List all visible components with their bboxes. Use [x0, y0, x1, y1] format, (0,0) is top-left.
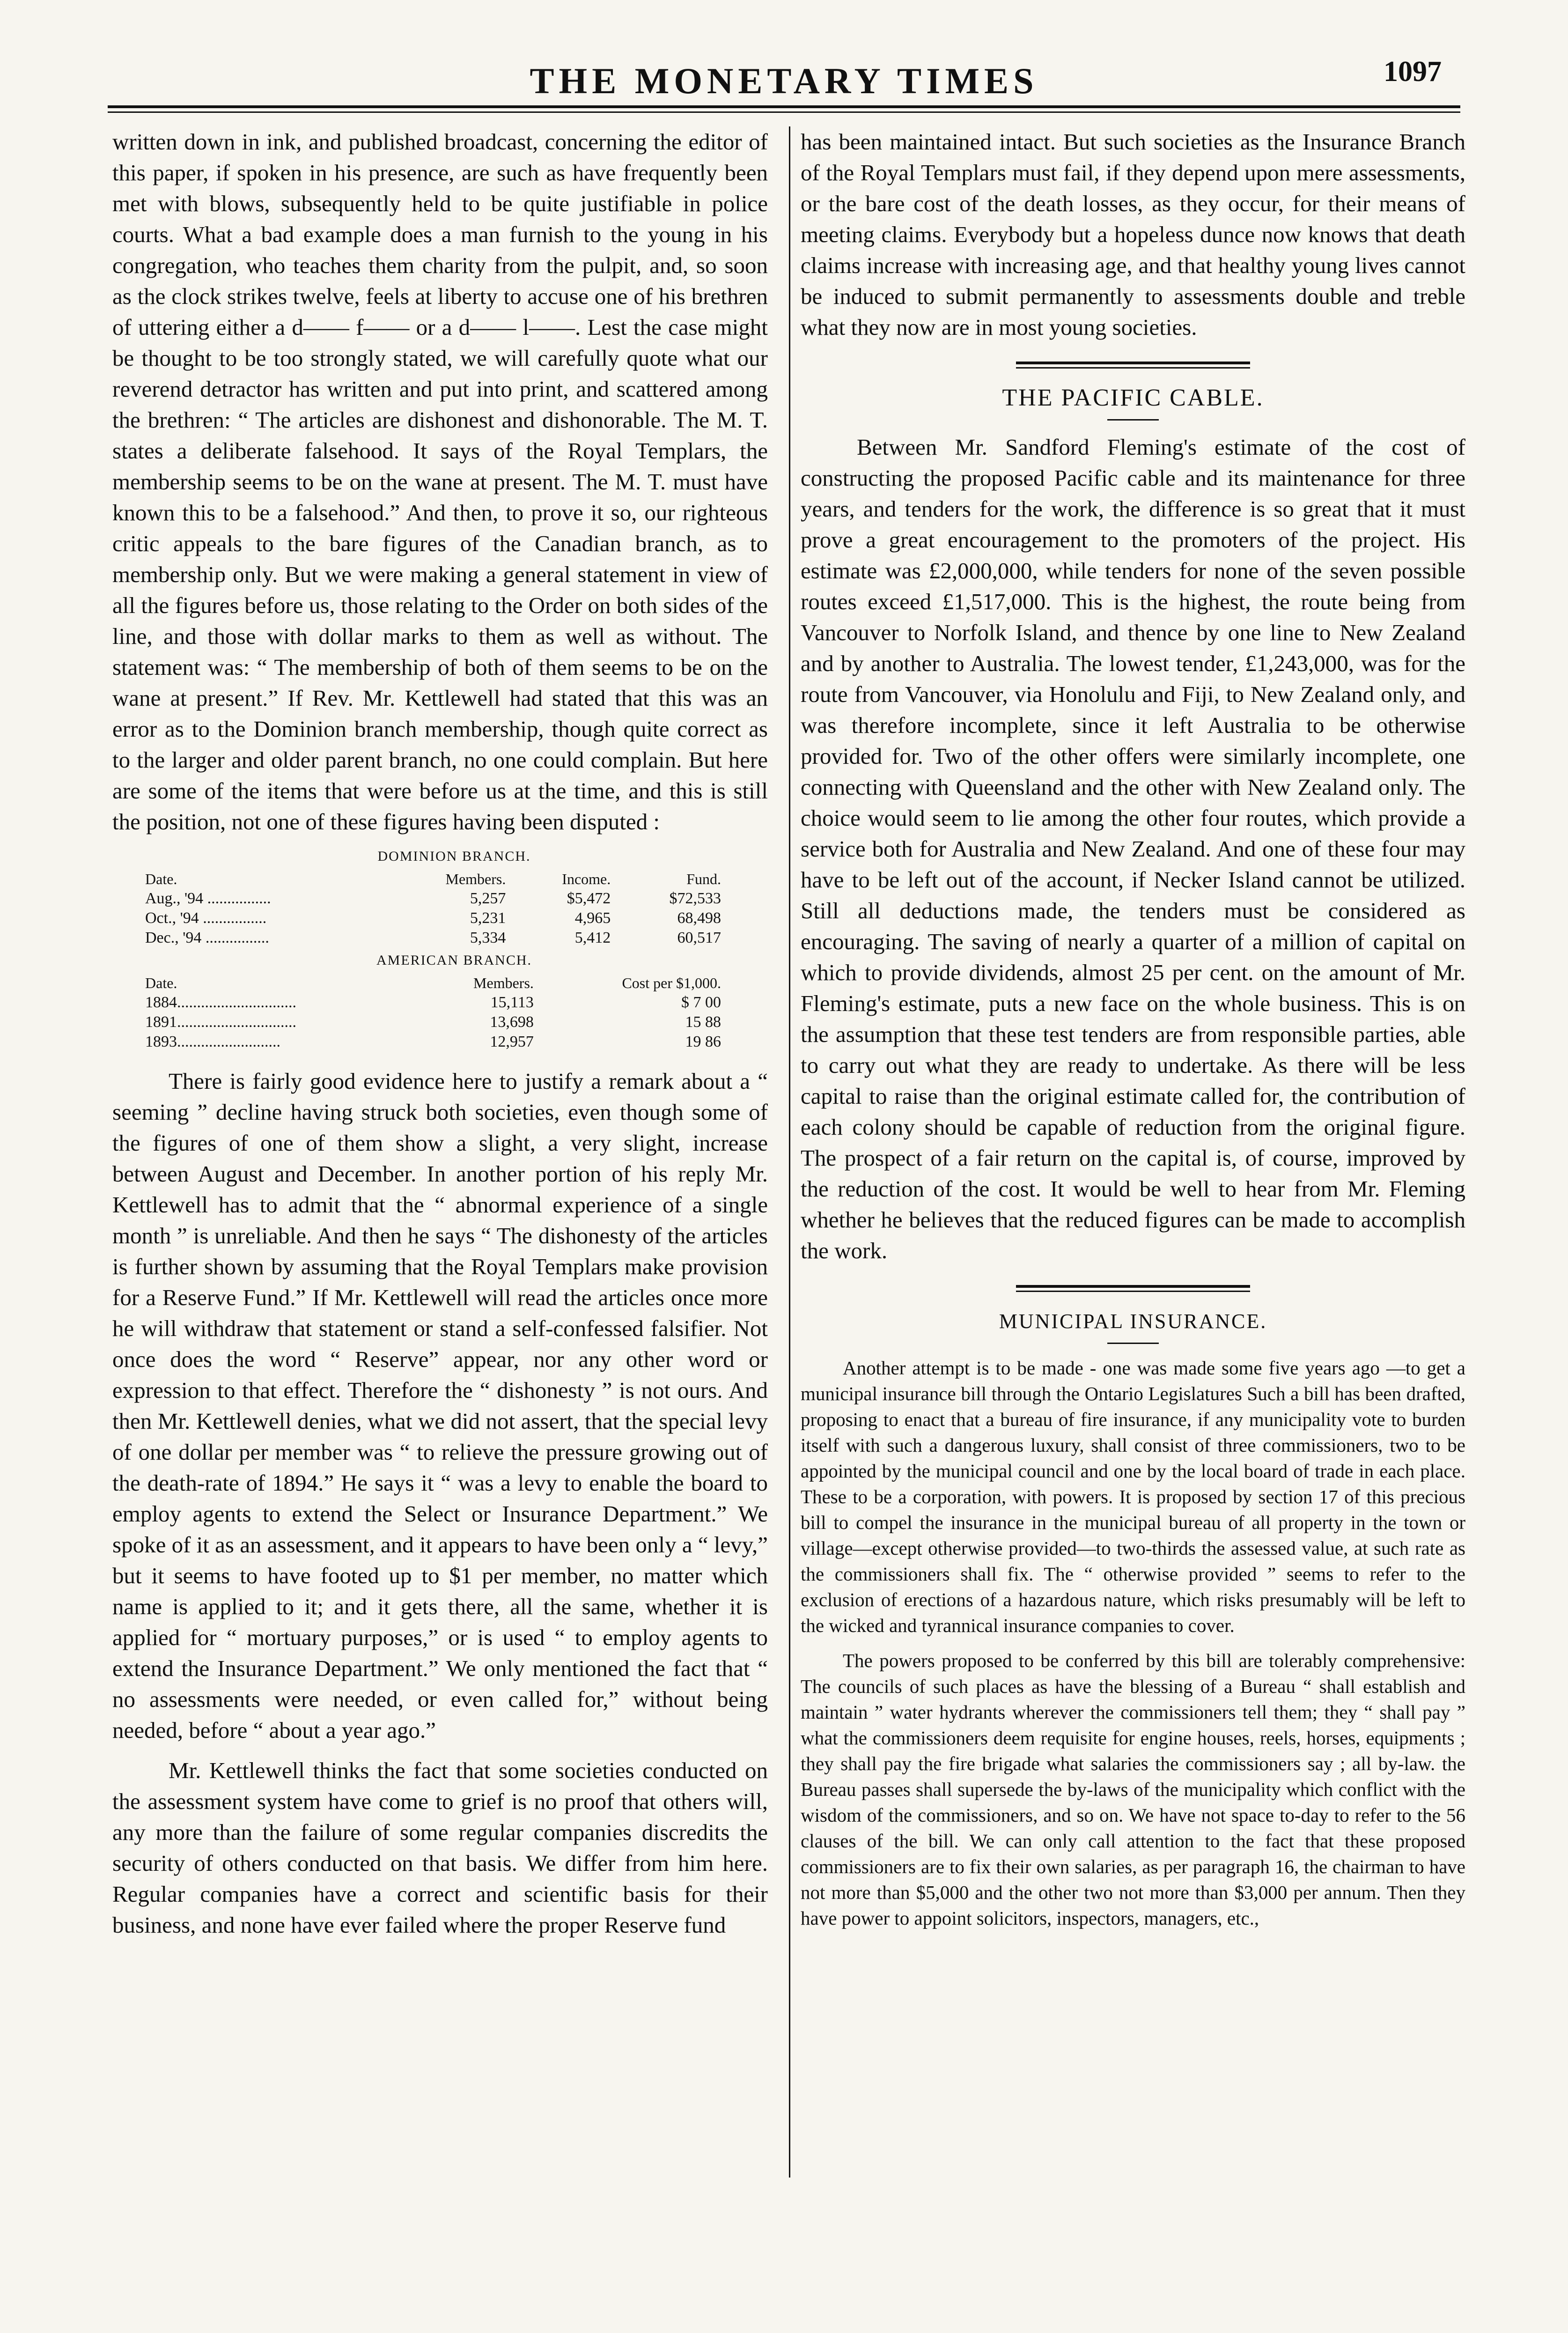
column-header: Fund. [686, 871, 721, 887]
table-cell: Oct., '94 ................ [145, 909, 267, 927]
paragraph: The powers proposed to be conferred by this bill are tolerably comprehensive: The councils of such places as have the blessing of a Bureau “ shall establish and maintain ” water hydrants wherever the commissioners tell them; they “ shall pay ” what the commissioners deem requisite for engine houses, reels, horses, equipments ; they shall pay the fire brigade what salaries the commissioners say ; all by-law. the Bureau passes shall supersede the by-laws of the municipality which conflict with the wisdom of the commissioners, and so on. We have not space to-day to refer to the 56 clauses of the bill. We can only call attention to the fact that these proposed commissioners are to fix their own salaries, as per paragraph 16, the chairman to have not more than $5,000 and the other two not more than $3,000 per annum. Then they have power to appoint solicitors, inspectors, managers, etc., [801, 1650, 1465, 1929]
header-rule-thin [108, 111, 1460, 113]
table-cell: 5,257 [470, 890, 506, 907]
paragraph: Another attempt is to be made - one was made some five years ago —to get a municipal insurance bill through the Ontario Legislatures Such a bill has been drafted, proposing to enact that a bureau of fire insurance, if any municipality vote to burden itself with such a dangerous luxury, shall consist of three commissioners, two to be appointed by the municipal council and one by the local board of trade in each place. These to be a corporation, with powers. It is proposed by section 17 of this precious bill to compel the insurance in the municipal bureau of all property in the town or village—except otherwise provided—to two-thirds the assessed value, at such rate as the commissioners shall fix. The “ otherwise provided ” seems to refer to the exclusion of erections of a hazardous nature, which risks presumably will be left to the wicked and tyrannical insurance companies to cover. [801, 1357, 1465, 1636]
table-row [140, 908, 726, 928]
table-cell: 15,113 [490, 994, 534, 1011]
table-cell: 1893.......................... [145, 1033, 280, 1050]
page-number: 1097 [1384, 56, 1442, 88]
table-cell: $5,472 [567, 890, 611, 907]
table-caption: AMERICAN BRANCH. [376, 952, 532, 968]
table-row [140, 928, 726, 948]
right-column [801, 126, 1465, 1931]
header-rule [108, 105, 1460, 108]
masthead: THE MONETARY TIMES [530, 60, 1038, 101]
paragraph: There is fairly good evidence here to justify a remark about a “ seeming ” decline having struck both societies, even though some of the figures of one of them show a slight, a very slight, increase between August and December. In another portion of his reply Mr. Kettlewell has to admit that the “ abnormal experience of a single month ” is unreliable. And then he says “ The dishonesty of the articles is further shown by assuming that the Royal Templars make provision for a Reserve Fund.” If Mr. Kettlewell will read the articles once more he will withdraw that statement or stand a self-confessed falsifier. Not once does the word “ Reserve” appear, nor any other word or expression to that effect. Therefore the “ dishonesty ” is not ours. And then Mr. Kettlewell denies, what we did not assert, that the special levy of one dollar per member was “ to relieve the pressure growing out of the death-rate of 1894.” He says it “ was a levy to enable the board to employ agents to extend the Select or Insurance Department.” We spoke of it as an assessment, and it appears to have been only a “ levy,” but it seems to have footed up to $1 per member, no matter which name is applied to it; and it gets there, all the same, whether it is applied for “ mortuary purposes,” or is used “ to employ agents to extend the Insurance Department.” We only mentioned the fact that “ no assessments were needed, or even called for,” without being needed, before “ about a year ago.” [112, 1068, 768, 1743]
table-row [140, 1012, 726, 1032]
table-caption: DOMINION BRANCH. [377, 849, 531, 864]
table-cell: $ 7 00 [681, 994, 721, 1011]
table-row [140, 993, 726, 1012]
section-divider [1016, 1285, 1250, 1292]
title-rule [1107, 419, 1159, 421]
table-cell: 13,698 [490, 1013, 534, 1031]
section-title: THE PACIFIC CABLE. [1002, 384, 1264, 411]
column-header: Date. [145, 975, 177, 991]
section-title: MUNICIPAL INSURANCE. [999, 1310, 1267, 1333]
table-cell: Dec., '94 ................ [145, 929, 269, 946]
table-cell: 5,412 [574, 929, 611, 946]
paragraph: has been maintained intact. But such societies as the Insurance Branch of the Royal Templars must fail, if they depend upon mere assessments, or the bare cost of the death losses, as they occur, for their means of meeting claims. Everybody but a hopeless dunce now knows that death claims increase with increasing age, and that healthy young lives cannot be induced to submit permanently to assessments double and treble what they now are in most young societies. [801, 129, 1465, 340]
paragraph: Between Mr. Sandford Fleming's estimate of the cost of constructing the proposed Pacific cable and its maintenance for three years, and tenders for the work, the difference is so great that it must prove a great encouragement to the promoters of the project. His estimate was £2,000,000, while tenders for none of the seven possible routes exceed £1,517,000. This is the highest, the route being from Vancouver to Norfolk Island, and thence by one line to New Zealand and by another to Australia. The lowest tender, £1,243,000, was for the route from Vancouver, via Honolulu and Fiji, to New Zealand only, and was therefore incomplete, since it left Australia to be otherwise provided for. Two of the other offers were similarly incomplete, one connecting with Queensland and the other with New Zealand only. The choice would seem to lie among the other four routes, which provide a service both for Australia and New Zealand. And one of these four may have to be left out of the account, if Necker Island cannot be utilized. Still all deductions made, the tenders must be considered as encouraging. The saving of nearly a quarter of a million of capital on which to provide dividends, almost 25 per cent. on the amount of Mr. Fleming's estimate, puts a new face on the whole business. This is on the assumption that these test tenders are from responsible parties, able to carry out what they are ready to undertake. As there will be less capital to raise than the original estimate called for, the contribution of each colony should be capable of reduction from the original figure. The prospect of a fair return on the capital is, of course, improved by the reduction of the cost. It would be well to hear from Mr. Fleming whether he believes that the reduced figures can be made to accomplish the work. [801, 434, 1465, 1263]
section-divider [1016, 362, 1250, 369]
table-cell: 5,231 [470, 909, 506, 927]
page-header [108, 52, 1460, 108]
municipal-insurance-article [801, 1355, 1465, 1931]
table-row [140, 1032, 726, 1052]
table-cell: $72,533 [669, 890, 721, 907]
table-cell: 19 86 [685, 1033, 721, 1050]
column-divider [789, 126, 790, 2178]
table-cell: 1884.............................. [145, 994, 296, 1011]
dominion-branch-table [140, 847, 768, 1052]
table-cell: 15 88 [685, 1013, 721, 1031]
left-column [112, 126, 768, 1941]
table-cell: 4,965 [574, 909, 611, 927]
column-header: Members. [445, 871, 506, 887]
paragraph: written down in ink, and published broadcast, concerning the editor of this paper, if spoken in his presence, are such as have frequently been met with blows, subsequently held to be quite justifiable in police courts. What a bad example does a man furnish to the young in his congregation, who teaches them charity from the pulpit, and, so soon as the clock strikes twelve, feels at liberty to accuse one of his brethren of uttering either a d—— f—— or a d—— l——. Lest the case might be thought to be too strongly stated, we will carefully quote what our reverend detractor has written and put into print, and scattered among the brethren: “ The articles are dishonest and dishonorable. The M. T. states a deliberate falsehood. It says of the Royal Templars, the membership seems to be on the wane at present. The M. T. must have known this to be a falsehood.” And then, to prove it so, our righteous critic appeals to the bare figures of the Canadian branch, as to membership only. But we were making a general statement in view of all the figures before us, those relating to the Order on both sides of the line, and those with dollar marks to them as well as without. The statement was: “ The membership of both of them seems to be on the wane at present.” If Rev. Mr. Kettlewell had stated that this was an error as to the Dominion branch membership, though quite correct as to the larger and older parent branch, no one could complain. But here are some of the items that were before us at the time, and this is still the position, not one of these figures having been disputed : [112, 129, 768, 834]
column-header: Members. [473, 975, 534, 991]
column-header: Date. [145, 871, 177, 887]
title-rule [1107, 1343, 1159, 1344]
table-cell: 5,334 [470, 929, 506, 946]
table-cell: 68,498 [677, 909, 721, 927]
table-cell: Aug., '94 ................ [145, 890, 271, 907]
table-cell: 1891.............................. [145, 1013, 296, 1031]
paragraph: Mr. Kettlewell thinks the fact that some societies conducted on the assessment system have come to grief is no proof that others will, any more than the failure of some regular companies discredits the security of others conducted on that basis. We differ from him here. Regular companies have a correct and scientific basis for their business, and none have ever failed where the proper Reserve fund [112, 1757, 768, 1938]
table-cell: 12,957 [490, 1033, 534, 1050]
column-header: Cost per $1,000. [622, 975, 721, 991]
table-row [140, 889, 726, 908]
column-header: Income. [562, 871, 611, 887]
table-cell: 60,517 [677, 929, 721, 946]
